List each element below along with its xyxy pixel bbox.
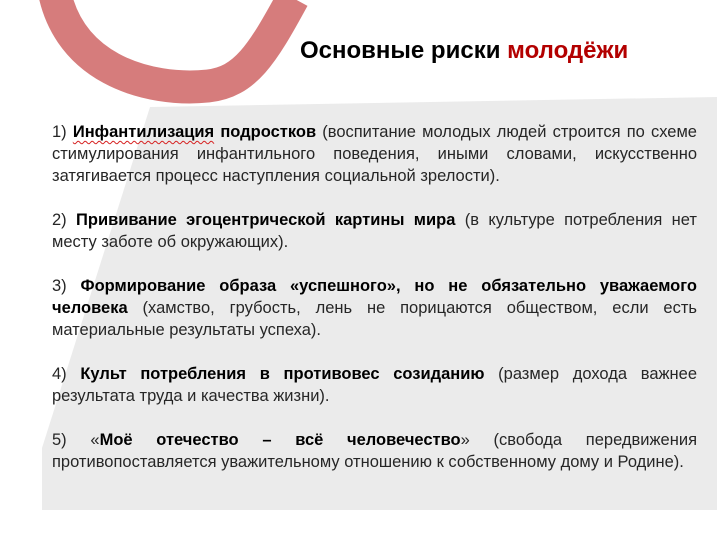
spellcheck-word: Инфантилизация [72,123,215,141]
item-heading: Инфантилизация подростков [72,123,317,141]
item-heading: Моё отечество – всё человечество [99,431,461,449]
title-main: Основные риски [300,37,508,64]
item-heading: Прививание эгоцентрической картины мира [76,211,456,229]
item-number: 5) « [52,431,100,449]
item-number: 4) [52,365,81,383]
item-description: (в культуре потребления нет месту заботе об окружающих). [52,211,697,251]
red-arc-decoration [52,0,293,87]
item-description: » (свобода передвижения противопоставляется уважительному отношению к собственному дому и Родине). [52,431,697,471]
item-heading: Формирование образа «успешного», но не обязательно уважаемого человека [52,277,697,317]
item-number: 3) [52,277,81,295]
list-item [52,121,697,187]
item-number: 2) [52,211,77,229]
title-accent: молодёжи [507,37,629,64]
list-item [52,275,697,341]
item-description: (воспитание молодых людей строится по схеме стимулирования инфантильного поведения, иными словами, искусственно затягивается процесс наступления социальной зрелости). [52,123,697,185]
item-description: (хамство, грубость, лень не порицаются обществом, если есть материальные результаты успеха). [52,299,697,339]
list-item [52,363,697,407]
item-number: 1) [52,123,73,141]
risk-list [52,121,697,495]
list-item [52,429,697,473]
item-heading: Культ потребления в противовес созиданию [80,365,485,383]
item-description: (размер дохода важнее результата труда и качества жизни). [52,365,697,405]
list-item [52,209,697,253]
slide-title [300,36,628,66]
